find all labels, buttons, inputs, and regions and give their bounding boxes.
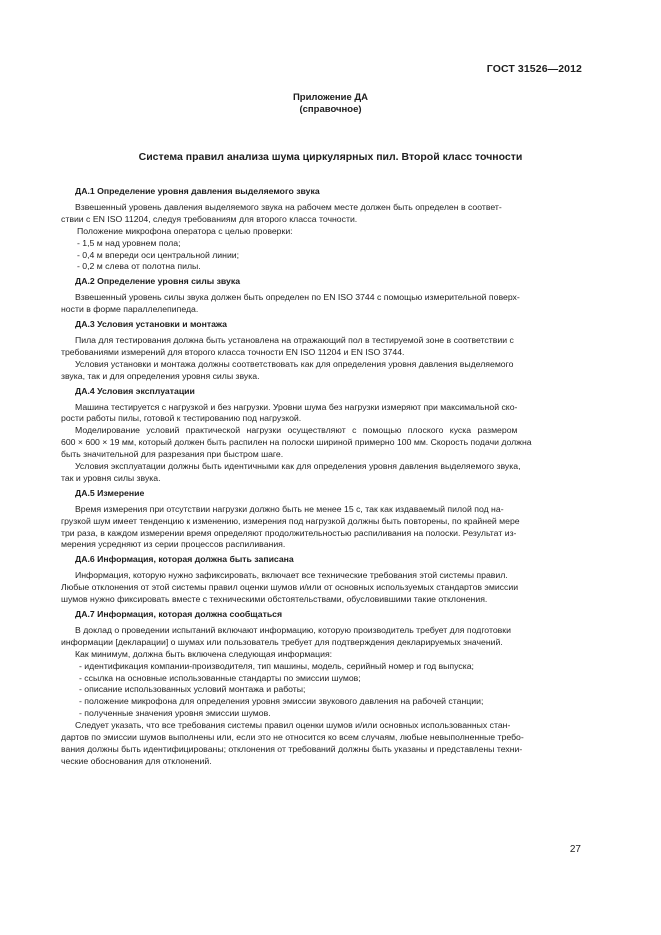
- section-heading: ДА.1 Определение уровня давления выделяемого звука: [75, 186, 320, 196]
- list-item: - 0,2 м слева от полотна пилы.: [77, 261, 201, 272]
- section-heading: ДА.5 Измерение: [75, 487, 145, 498]
- section-heading: ДА.3 Условия установки и монтажа: [75, 319, 228, 330]
- paragraph-line: мерения усредняют из серии процессов распиливания.: [61, 539, 286, 550]
- paragraph-line: Машина тестируется с нагрузкой и без нагрузки. Уровни шума без нагрузки измеряют при максимальной ско-: [75, 401, 518, 412]
- annex-title: Приложение ДА: [292, 92, 369, 103]
- paragraph-line: Следует указать, что все требования системы правил оценки шумов и/или основных использованных стан-: [75, 720, 511, 731]
- paragraph-line: так и уровня силы звука.: [61, 472, 161, 483]
- paragraph-line: В доклад о проведении испытаний включают информацию, которую производитель требует для подготовки: [75, 624, 511, 635]
- paragraph-line: Условия эксплуатации должны быть идентичными как для определения уровня давления выделяемого звука,: [75, 461, 521, 472]
- paragraph-line: Положение микрофона оператора с целью проверки:: [77, 225, 293, 236]
- section-heading: ДА.2 Определение уровня силы звука: [75, 276, 241, 287]
- list-item: - 0,4 м впереди оси центральной линии;: [77, 249, 240, 260]
- section-heading: ДА.4 Условия эксплуатации: [75, 385, 195, 396]
- paragraph-line: Взвешенный уровень силы звука должен быть определен по EN ISO 3744 с помощью измерительной поверх-: [75, 292, 520, 303]
- paragraph-line: вания должны быть идентифицированы; отклонения от требований должны быть указаны и представлены техни-: [61, 743, 523, 754]
- paragraph-line: ческие обоснования для отклонений.: [61, 755, 212, 766]
- paragraph-line: звука, так и для определения уровня силы звука.: [61, 370, 260, 381]
- list-item: - описание использованных условий монтажа и работы;: [79, 684, 306, 695]
- paragraph-line: три раза, в каждом измерении время определяют продолжительностью распиливания на полоски. Результат из-: [61, 527, 517, 538]
- paragraph-line: Информация, которую нужно зафиксировать, включает все технические требования этой системы правил.: [75, 570, 508, 581]
- paragraph-line: рости работы пилы, готовой к тестированию под нагрузкой.: [61, 413, 302, 424]
- section-heading: ДА.6 Информация, которая должна быть записана: [75, 554, 294, 565]
- list-item: - ссылка на основные использованные стандарты по эмиссии шумов;: [79, 672, 361, 683]
- annex-subtitle: (справочное): [299, 104, 362, 115]
- paragraph-line: Моделирование условий практической нагрузки осуществляют с помощью плоского куска размером: [75, 425, 518, 436]
- paragraph-line: информации [декларации] о шумах или пользователь требует для подтверждения декларируемых значений.: [61, 636, 503, 647]
- page-number: 27: [569, 844, 581, 855]
- paragraph-line: 600 × 600 × 19 мм, который должен быть распилен на полоски шириной примерно 100 мм. Скорость подачи должна: [61, 437, 532, 448]
- paragraph-line: грузкой шум имеет тенденцию к изменению, измерения под нагрузкой должны быть повторены, по крайней мере: [61, 515, 520, 526]
- standard-code: ГОСТ 31526—2012: [486, 63, 582, 75]
- section-heading: ДА.7 Информация, которая должна сообщаться: [75, 609, 283, 619]
- list-item: - положение микрофона для определения уровня эмиссии звукового давления на рабочей станции;: [79, 696, 484, 707]
- paragraph-line: Время измерения при отсутствии нагрузки должно быть не менее 15 с, так как издаваемый пилой под на-: [75, 503, 504, 514]
- paragraph-line: дартов по эмиссии шумов выполнены или, если это не относится ко всем случаям, любые невыполненные требо-: [61, 732, 524, 743]
- paragraph-line: Взвешенный уровень давления выделяемого звука на рабочем месте должен быть определен в соответ-: [75, 201, 502, 212]
- paragraph-line: ности в форме параллелепипеда.: [61, 304, 199, 315]
- paragraph-line: Любые отклонения от этой системы правил оценки шумов и/или от основных используемых стандартов эмиссии: [61, 582, 519, 593]
- document-title: Система правил анализа шума циркулярных пил. Второй класс точности: [138, 151, 523, 163]
- paragraph-line: ствии с EN ISO 11204, следуя требованиям для второго класса точности.: [61, 213, 358, 224]
- paragraph-line: Как минимум, должна быть включена следующая информация:: [75, 648, 333, 659]
- paragraph-line: шумов нужно фиксировать вместе с техническими обстоятельствами, обусловившими такие отклонения.: [61, 594, 488, 605]
- document-body: [61, 183, 586, 768]
- paragraph-line: быть значительной для разрезания при быстром шаге.: [61, 449, 284, 460]
- paragraph-line: Пила для тестирования должна быть установлена на отражающий пол в тестируемой зоне в соответствии с: [75, 334, 514, 345]
- paragraph-line: Условия установки и монтажа должны соответствовать как для определения уровня давления выделяемого: [75, 358, 514, 369]
- list-item: - полученные значения уровня эмиссии шумов.: [79, 708, 271, 719]
- paragraph-line: требованиями измерений для второго класса точности EN ISO 11204 и EN ISO 3744.: [61, 346, 405, 357]
- list-item: - 1,5 м над уровнем пола;: [77, 237, 181, 248]
- list-item: - идентификация компании-производителя, тип машины, модель, серийный номер и год выпуска;: [79, 660, 474, 671]
